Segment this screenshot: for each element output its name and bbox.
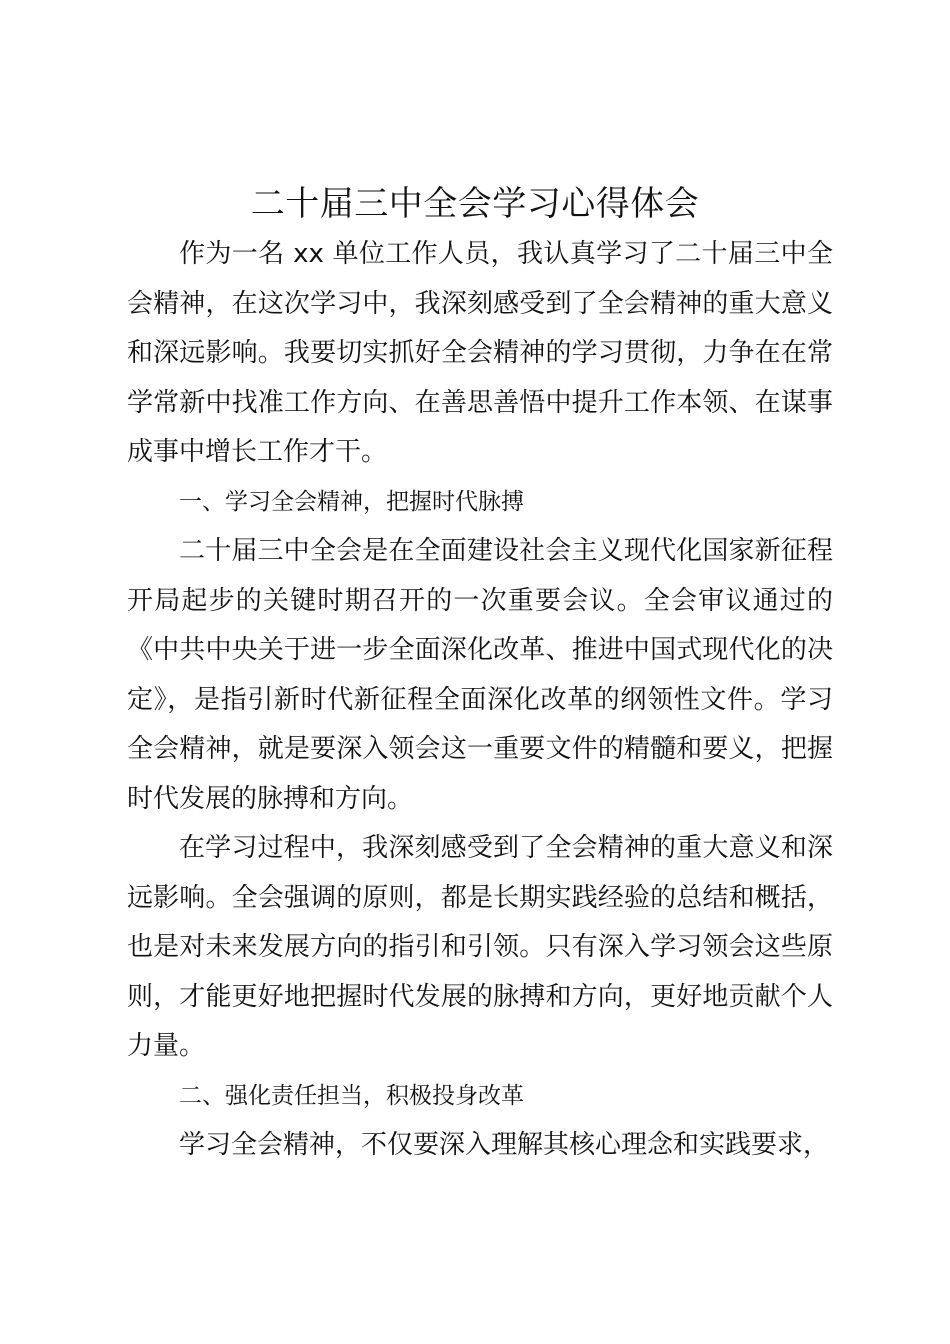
paragraph-intro: 作为一名 xx 单位工作人员，我认真学习了二十届三中全会精神，在这次学习中，我深刻感受到了全会精神的重大意义和深远影响。我要切实抓好全会精神的学习贯彻，力争在在常学常新中找准工作方向、在善思善悟中提升工作本领、在谋事成事中增长工作才干。 xyxy=(127,239,833,467)
document-body xyxy=(127,230,833,1171)
document-title: 二十届三中全会学习心得体会 xyxy=(250,184,700,224)
section-heading-2: 二、强化责任担当，积极投身改革 xyxy=(179,1082,524,1109)
paragraph-section1-b: 在学习过程中，我深刻感受到了全会精神的重大意义和深远影响。全会强调的原则，都是长期实践经验的总结和概括，也是对未来发展方向的指引和引领。只有深入学习领会这些原则，才能更好地把握时代发展的脉搏和方向，更好地贡献个人力量。 xyxy=(127,833,833,1061)
paragraph-section1-a: 二十届三中全会是在全面建设社会主义现代化国家新征程开局起步的关键时期召开的一次重要会议。全会审议通过的《中共中央关于进一步全面深化改革、推进中国式现代化的决定》，是指引新时代新征程全面深化改革的纲领性文件。学习全会精神，就是要深入领会这一重要文件的精髓和要义，把握时代发展的脉搏和方向。 xyxy=(127,536,833,814)
section-heading-1: 一、学习全会精神，把握时代脉搏 xyxy=(179,488,524,515)
paragraph-section2-a: 学习全会精神，不仅要深入理解其核心理念和实践要求， xyxy=(179,1130,830,1160)
